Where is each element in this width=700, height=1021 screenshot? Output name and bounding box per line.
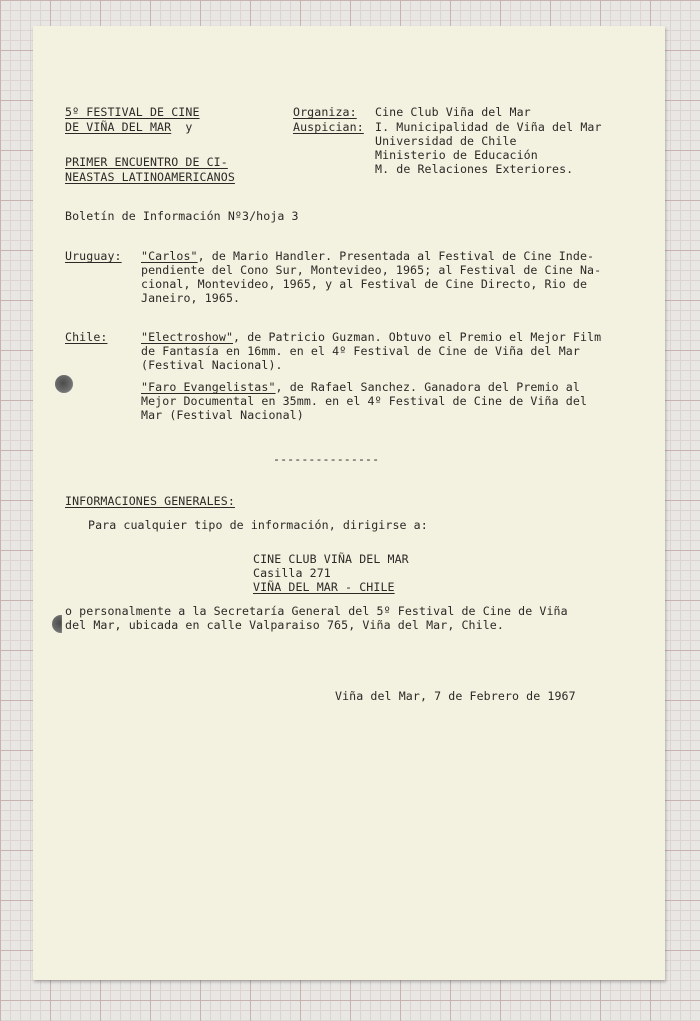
uruguay-label: Uruguay: — [65, 249, 122, 263]
bulletin-title: Boletín de Información Nº3/hoja 3 — [65, 209, 299, 223]
punch-hole — [55, 375, 73, 393]
festival-title-conj: y — [185, 120, 193, 134]
personal-line: o personalmente a la Secretaría General del 5º Festival de Cine de Viña — [65, 604, 568, 618]
chile-entry-line: (Festival Nacional). — [141, 358, 283, 372]
festival-title-line2-text: DE VIÑA DEL MAR — [65, 120, 172, 134]
signoff-date: Viña del Mar, 7 de Febrero de 1967 — [335, 689, 576, 703]
film-title: "Faro Evangelistas" — [141, 380, 276, 394]
organiza-label: Organiza: — [293, 105, 357, 119]
chile-entry-line: de Fantasía en 16mm. en el 4º Festival de Cine de Viña del Mar — [141, 344, 580, 358]
chile-label: Chile: — [65, 330, 108, 344]
document-page — [33, 26, 665, 980]
chile-line-text: , de Rafael Sanchez. Ganadora del Premio al — [275, 380, 580, 394]
general-heading: INFORMACIONES GENERALES: — [65, 494, 235, 508]
address-line: CINE CLUB VIÑA DEL MAR — [253, 552, 409, 566]
chile-entry-line: Mar (Festival Nacional) — [141, 408, 304, 422]
address-line: VIÑA DEL MAR - CHILE — [253, 580, 395, 594]
uruguay-line-text: , de Mario Handler. Presentada al Festival de Cine Inde- — [197, 249, 595, 263]
auspician-value: Ministerio de Educación — [375, 148, 538, 162]
personal-line: del Mar, ubicada en calle Valparaiso 765, Viña del Mar, Chile. — [65, 618, 504, 632]
section-separator: --------------- — [273, 452, 380, 466]
uruguay-entry-line — [141, 249, 594, 264]
chile-line-text: , de Patricio Guzman. Obtuvo el Premio el Mejor Film — [233, 330, 602, 344]
festival-title-line1: 5º FESTIVAL DE CINE — [65, 105, 200, 119]
film-title: "Electroshow" — [141, 330, 234, 344]
auspician-value: Universidad de Chile — [375, 134, 517, 148]
chile-entry-line — [141, 330, 601, 345]
uruguay-entry-line: pendiente del Cono Sur, Montevideo, 1965; al Festival de Cine Na- — [141, 263, 602, 277]
organiza-value: Cine Club Viña del Mar — [375, 105, 531, 119]
chile-entry-line: Mejor Documental en 35mm. en el 4º Festival de Cine de Viña del — [141, 394, 588, 408]
festival-title-line2 — [65, 120, 192, 135]
encuentro-title-line2: NEASTAS LATINOAMERICANOS — [65, 170, 235, 184]
uruguay-entry-line: cional, Montevideo, 1965, y al Festival de Cine Directo, Rio de — [141, 277, 588, 291]
chile-entry-line — [141, 380, 580, 395]
address-line: Casilla 271 — [253, 566, 331, 580]
auspician-value: I. Municipalidad de Viña del Mar — [375, 120, 602, 134]
auspician-value: M. de Relaciones Exteriores. — [375, 162, 574, 176]
film-title: "Carlos" — [141, 249, 198, 263]
uruguay-entry-line: Janeiro, 1965. — [141, 291, 241, 305]
encuentro-title-line1: PRIMER ENCUENTRO DE CI- — [65, 155, 228, 169]
general-intro: Para cualquier tipo de información, dirigirse a: — [88, 518, 428, 532]
auspician-label: Auspician: — [293, 120, 364, 134]
